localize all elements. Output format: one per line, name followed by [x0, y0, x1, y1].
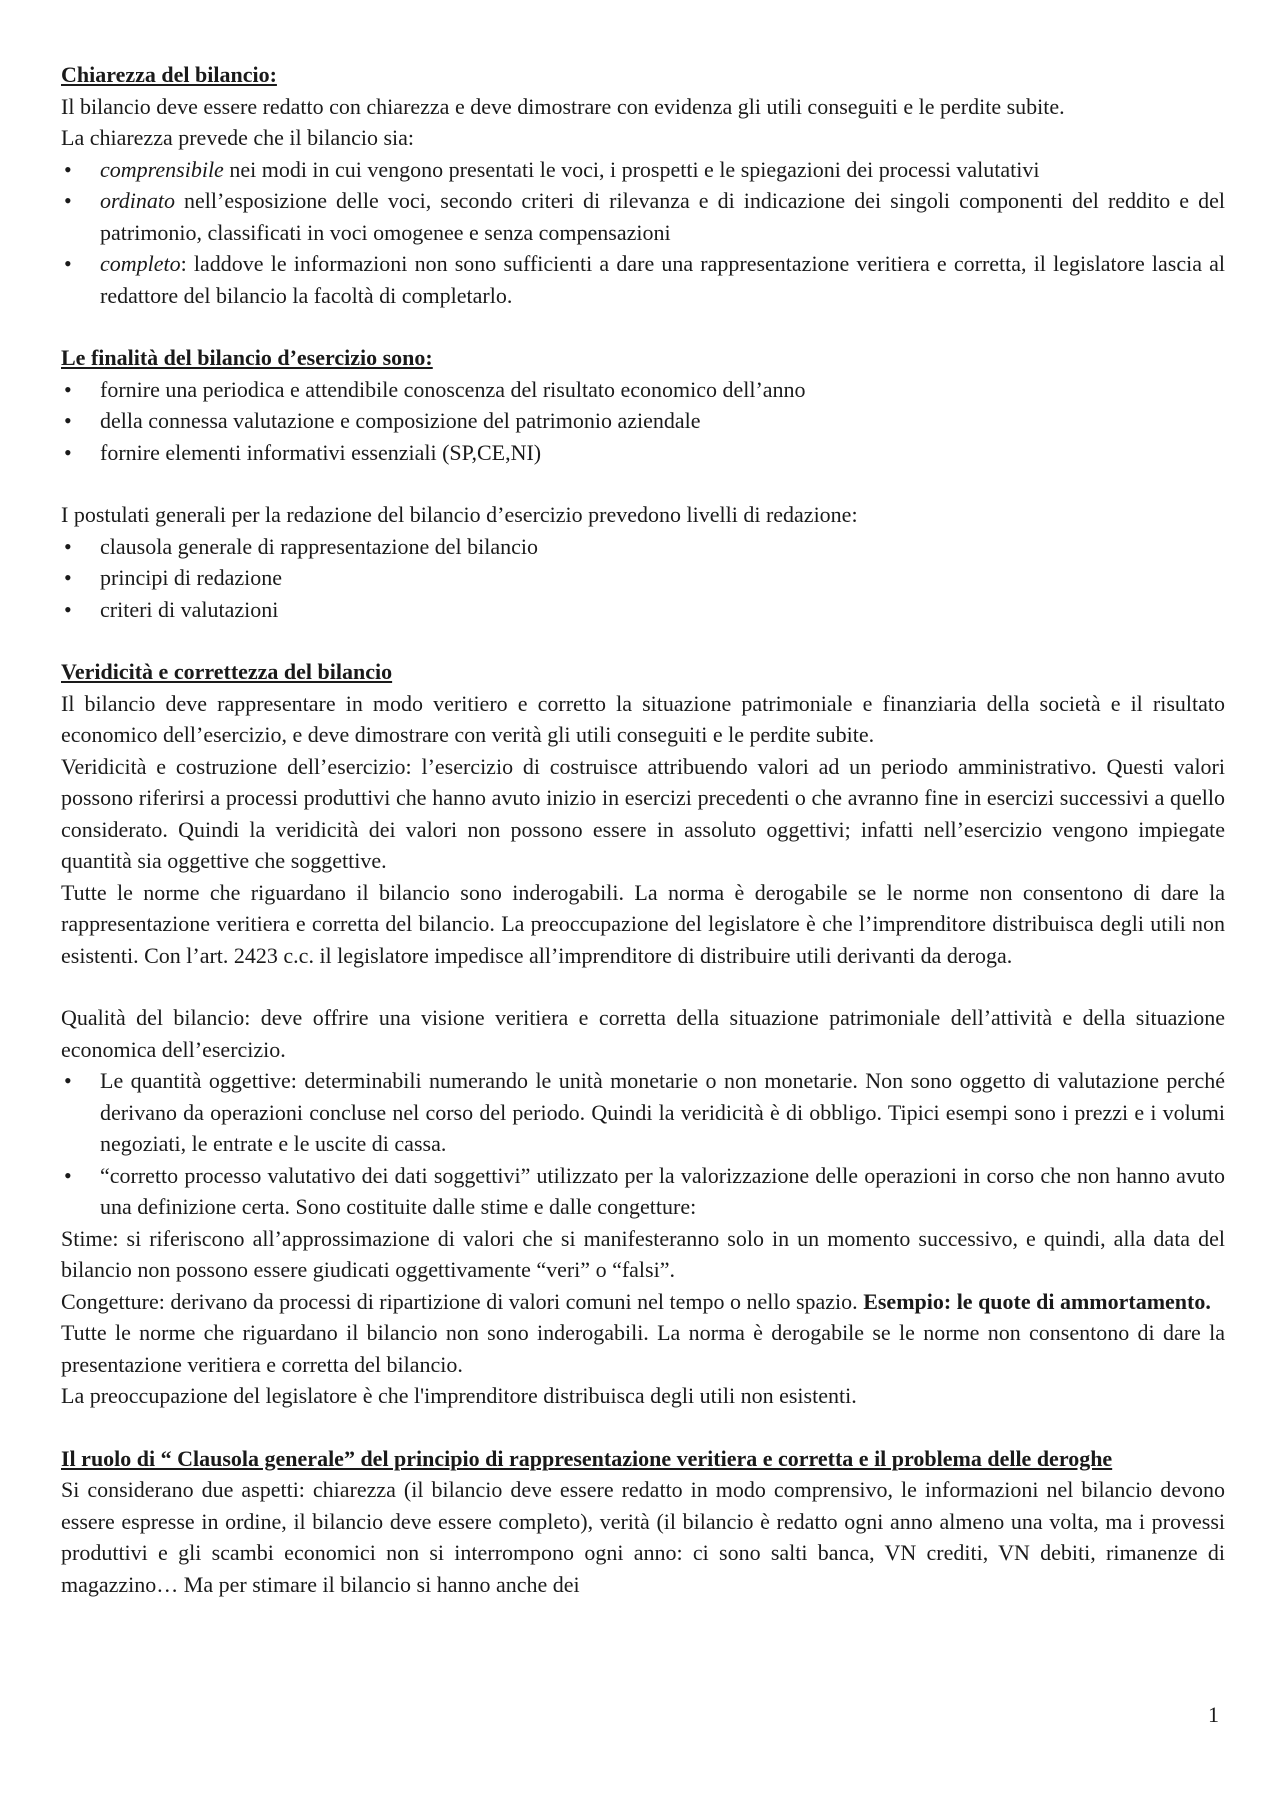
- paragraph: Veridicità e costruzione dell’esercizio: l’esercizio di costruisce attribuendo valori ad un periodo amministrativo. Questi valori possono riferirsi a processi produttivi che hanno avuto inizio in esercizi precedenti o che avranno fine in esercizi successivi a quello considerato. Quindi la veridicità dei valori non possono essere in assoluto oggettivi; infatti nell’esercizio vengono impiegate quantità sia oggettive che soggettive.: [61, 753, 1225, 873]
- list-item: • “corretto processo valutativo dei dati soggettivi” utilizzato per la valorizzazione delle operazioni in corso che non hanno avuto una definizione certa. Sono costituite dalle stime e dalle congetture:: [61, 1160, 1225, 1223]
- list-item-term: ordinato: [100, 188, 175, 213]
- spacer: [61, 1412, 1225, 1443]
- paragraph: I postulati generali per la redazione del bilancio d’esercizio prevedono livelli di redazione:: [61, 502, 858, 527]
- list-item: • clausola generale di rappresentazione del bilancio: [61, 531, 1225, 563]
- paragraph: La preoccupazione del legislatore è che l'imprenditore distribuisca degli utili non esistenti.: [61, 1383, 857, 1408]
- list-item: • fornire elementi informativi essenziali (SP,CE,NI): [61, 437, 1225, 469]
- page-number: 1: [1208, 1702, 1219, 1727]
- paragraph: Stime: si riferiscono all’approssimazione di valori che si manifesteranno solo in un momento successivo, e quindi, alla data del bilancio non possono essere giudicati oggettivamente “veri” o “falsi”.: [61, 1225, 1225, 1282]
- list-item: • principi di redazione: [61, 562, 1225, 594]
- list-item-term: comprensibile: [100, 156, 224, 182]
- paragraph: Si considerano due aspetti: chiarezza (il bilancio deve essere redatto in modo comprensivo, le informazioni nel bilancio devono essere espresse in ordine, il bilancio deve essere completo), verità (il bilancio è redatto ogni anno almeno una volta, ma i provessi produttivi e gli scambi economici non si interrompono ogni anno: ci sono salti banca, VN crediti, VN debiti, rimanenze di magazzino… Ma per stimare il bilancio si hanno anche dei: [61, 1477, 1225, 1597]
- list-item-text: nell’esposizione delle voci, secondo criteri di rilevanza e di indicazione dei singoli componenti del reddito e del patrimonio, classificati in voci omogenee e senza compensazioni: [100, 188, 1225, 245]
- paragraph: [61, 1286, 1225, 1318]
- spacer: [61, 625, 1225, 656]
- section-heading-finalita: Le finalità del bilancio d’esercizio sono:: [61, 345, 433, 370]
- spacer: [61, 311, 1225, 342]
- section-heading-clausola: Il ruolo di “ Clausola generale” del principio di rappresentazione veritiera e corretta e il problema delle deroghe: [61, 1445, 1113, 1471]
- bullet-list: [61, 1065, 1225, 1223]
- list-item-text: : laddove le informazioni non sono sufficienti a dare una rappresentazione veritiera e corretta, il legislatore lascia al redattore del bilancio la facoltà di completarlo.: [100, 251, 1225, 308]
- list-item: • criteri di valutazioni: [61, 594, 1225, 626]
- spacer: [61, 468, 1225, 499]
- paragraph: La chiarezza prevede che il bilancio sia:: [61, 125, 415, 150]
- paragraph: Qualità del bilancio: deve offrire una visione veritiera e corretta della situazione patrimoniale dell’attività e della situazione economica dell’esercizio.: [61, 1005, 1225, 1062]
- list-item: • fornire una periodica e attendibile conoscenza del risultato economico dell’anno: [61, 374, 1225, 406]
- list-item: [61, 248, 1225, 311]
- list-item: [61, 154, 1225, 186]
- bullet-list: [61, 531, 1225, 626]
- section-heading-chiarezza: Chiarezza del bilancio:: [61, 62, 277, 87]
- paragraph-text: Congetture: derivano da processi di ripartizione di valori comuni nel tempo o nello spazio.: [61, 1288, 864, 1314]
- list-item-text: nei modi in cui vengono presentati le voci, i prospetti e le spiegazioni dei processi valutativi: [223, 156, 1040, 182]
- section-heading-veridicita: Veridicità e correttezza del bilancio: [61, 659, 393, 684]
- list-item: [61, 185, 1225, 248]
- paragraph: Il bilancio deve rappresentare in modo veritiero e corretto la situazione patrimoniale e finanziaria della società e il risultato economico dell’esercizio, e deve dimostrare con verità gli utili conseguiti e le perdite subite.: [61, 690, 1225, 747]
- paragraph: Il bilancio deve essere redatto con chiarezza e deve dimostrare con evidenza gli utili conseguiti e le perdite subite.: [61, 93, 1065, 119]
- spacer: [61, 971, 1225, 1002]
- paragraph: Tutte le norme che riguardano il bilancio non sono inderogabili. La norma è derogabile se le norme non consentono di dare la presentazione veritiera e corretta del bilancio.: [61, 1320, 1225, 1377]
- bullet-list: [61, 154, 1225, 312]
- list-item: • della connessa valutazione e composizione del patrimonio aziendale: [61, 405, 1225, 437]
- bullet-list: [61, 374, 1225, 469]
- list-item-term: completo: [100, 251, 181, 276]
- list-item: • Le quantità oggettive: determinabili numerando le unità monetarie o non monetarie. Non sono oggetto di valutazione perché derivano da operazioni concluse nel corso del periodo. Quindi la veridicità è di obbligo. Tipici esempi sono i prezzi e i volumi negoziati, le entrate e le uscite di cassa.: [61, 1065, 1225, 1160]
- document-page: [61, 59, 1225, 1600]
- example-text: Esempio: le quote di ammortamento.: [863, 1288, 1211, 1314]
- paragraph: Tutte le norme che riguardano il bilancio sono inderogabili. La norma è derogabile se le norme non consentono di dare la rappresentazione veritiera e corretta del bilancio. La preoccupazione del legislatore è che l’imprenditore distribuisca degli utili non esistenti. Con l’art. 2423 c.c. il legislatore impedisce all’imprenditore di distribuire utili derivanti da deroga.: [61, 879, 1225, 968]
